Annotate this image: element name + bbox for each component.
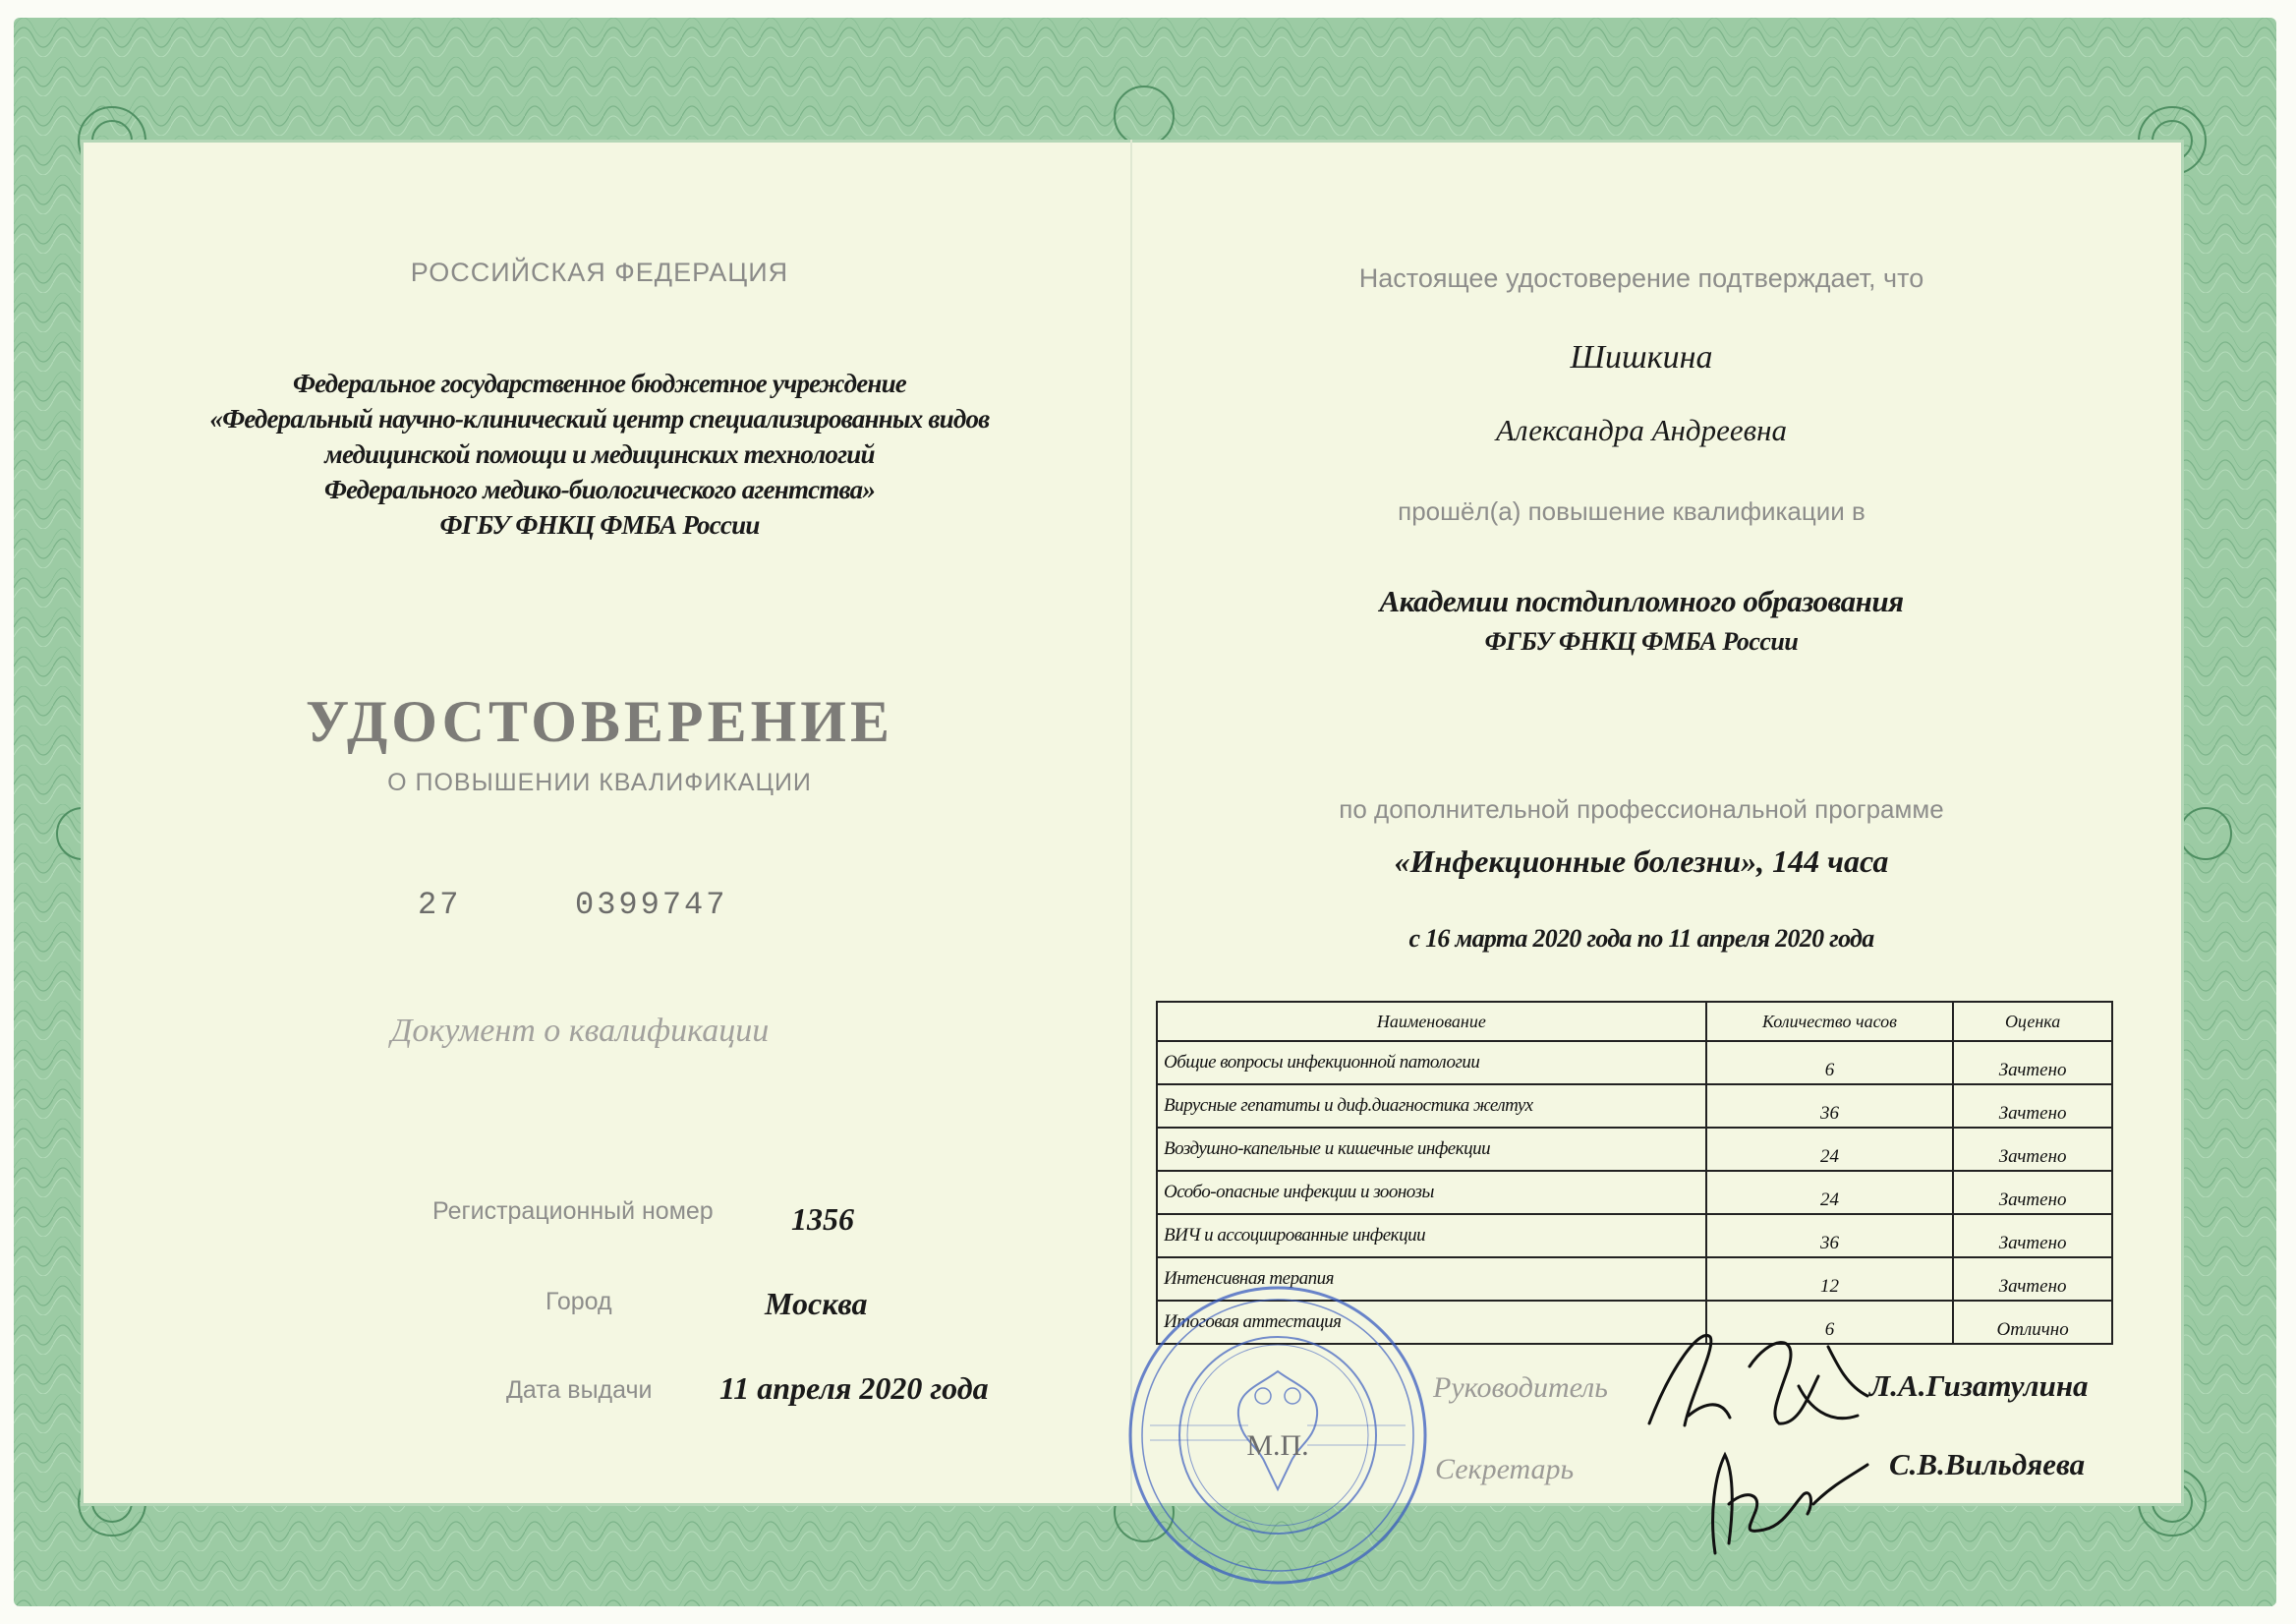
table-row (1157, 1128, 2112, 1171)
column-header: Оценка (1953, 1002, 2112, 1041)
official-seal (1120, 1278, 1435, 1593)
subject-grade: Зачтено (1953, 1257, 2112, 1301)
subject-name: Общие вопросы инфекционной патологии (1157, 1041, 1706, 1084)
org-line: Федерального медико-биологического агентства» (323, 475, 876, 504)
org-line: «Федеральный научно-клинический центр специализированных видов (209, 404, 990, 434)
subject-name: Итоговая аттестация (1157, 1301, 1706, 1344)
table-row (1157, 1041, 2112, 1084)
city-value: Москва (765, 1286, 868, 1321)
academy-organization: ФГБУ ФНКЦ ФМБА России (1484, 627, 1799, 656)
subject-hours: 6 (1706, 1041, 1954, 1084)
subject-hours: 24 (1706, 1171, 1954, 1214)
subject-grade: Зачтено (1953, 1214, 2112, 1257)
subject-hours: 12 (1706, 1257, 1954, 1301)
table-row (1157, 1214, 2112, 1257)
subject-name: Воздушно-капельные и кишечные инфекции (1157, 1128, 1706, 1171)
registration-label: Регистрационный номер (432, 1197, 714, 1225)
issue-date-label: Дата выдачи (506, 1376, 653, 1404)
issue-date-value: 11 апреля 2020 года (719, 1370, 989, 1406)
secretary-label: Секретарь (1435, 1453, 1575, 1485)
document-title: УДОСТОВЕРЕНИЕ (306, 689, 893, 754)
subject-grade: Отлично (1953, 1301, 2112, 1344)
confirmation-text: Настоящее удостоверение подтверждает, что (1358, 263, 1924, 293)
head-label: Руководитель (1433, 1371, 1608, 1404)
subject-name: Интенсивная терапия (1157, 1257, 1706, 1301)
academy-name: Академии постдипломного образования (1379, 584, 1904, 618)
country-heading: РОССИЙСКАЯ ФЕДЕРАЦИЯ (410, 258, 789, 287)
subject-grade: Зачтено (1953, 1041, 2112, 1084)
subject-grade: Зачтено (1953, 1128, 2112, 1171)
subject-hours: 36 (1706, 1214, 1954, 1257)
head-signature (1632, 1307, 1887, 1445)
secretary-signature (1686, 1435, 1882, 1563)
head-name: Л.А.Гизатулина (1869, 1368, 2089, 1403)
subject-name: ВИЧ и ассоциированные инфекции (1157, 1214, 1706, 1257)
document-type: Документ о квалификации (390, 1013, 770, 1049)
column-header: Количество часов (1706, 1002, 1954, 1041)
program-period: с 16 марта 2020 года по 11 апреля 2020 года (1408, 924, 1874, 953)
program-label: по дополнительной профессиональной программе (1339, 794, 1944, 824)
city-label: Город (545, 1288, 612, 1315)
secretary-name: С.В.Вильдяева (1889, 1447, 2086, 1481)
table-row (1157, 1171, 2112, 1214)
subject-grade: Зачтено (1953, 1084, 2112, 1128)
holder-given-names: Александра Андреевна (1496, 413, 1787, 447)
subject-hours: 36 (1706, 1084, 1954, 1128)
series-number: 27 (418, 887, 462, 923)
seal-mark: М.П. (1246, 1429, 1309, 1462)
org-line: ФГБУ ФНКЦ ФМБА России (439, 510, 760, 540)
completed-text: прошёл(а) повышение квалификации в (1398, 496, 1866, 526)
organization-block (128, 366, 1071, 543)
column-header: Наименование (1157, 1002, 1706, 1041)
table-header-row (1157, 1002, 2112, 1041)
subject-grade: Зачтено (1953, 1171, 2112, 1214)
document-subtitle: О ПОВЫШЕНИИ КВАЛИФИКАЦИИ (387, 769, 812, 796)
table-row (1157, 1084, 2112, 1128)
subject-name: Особо-опасные инфекции и зоонозы (1157, 1171, 1706, 1214)
subject-hours: 6 (1706, 1301, 1954, 1344)
registration-value: 1356 (791, 1201, 854, 1237)
subject-hours: 24 (1706, 1128, 1954, 1171)
program-title: «Инфекционные болезни», 144 часа (1394, 843, 1889, 879)
document-number: 0399747 (575, 887, 728, 923)
subject-name: Вирусные гепатиты и диф.диагностика желтух (1157, 1084, 1706, 1128)
holder-surname: Шишкина (1570, 339, 1713, 376)
org-line: Федеральное государственное бюджетное учреждение (293, 369, 906, 398)
org-line: медицинской помощи и медицинских технологий (324, 439, 875, 469)
